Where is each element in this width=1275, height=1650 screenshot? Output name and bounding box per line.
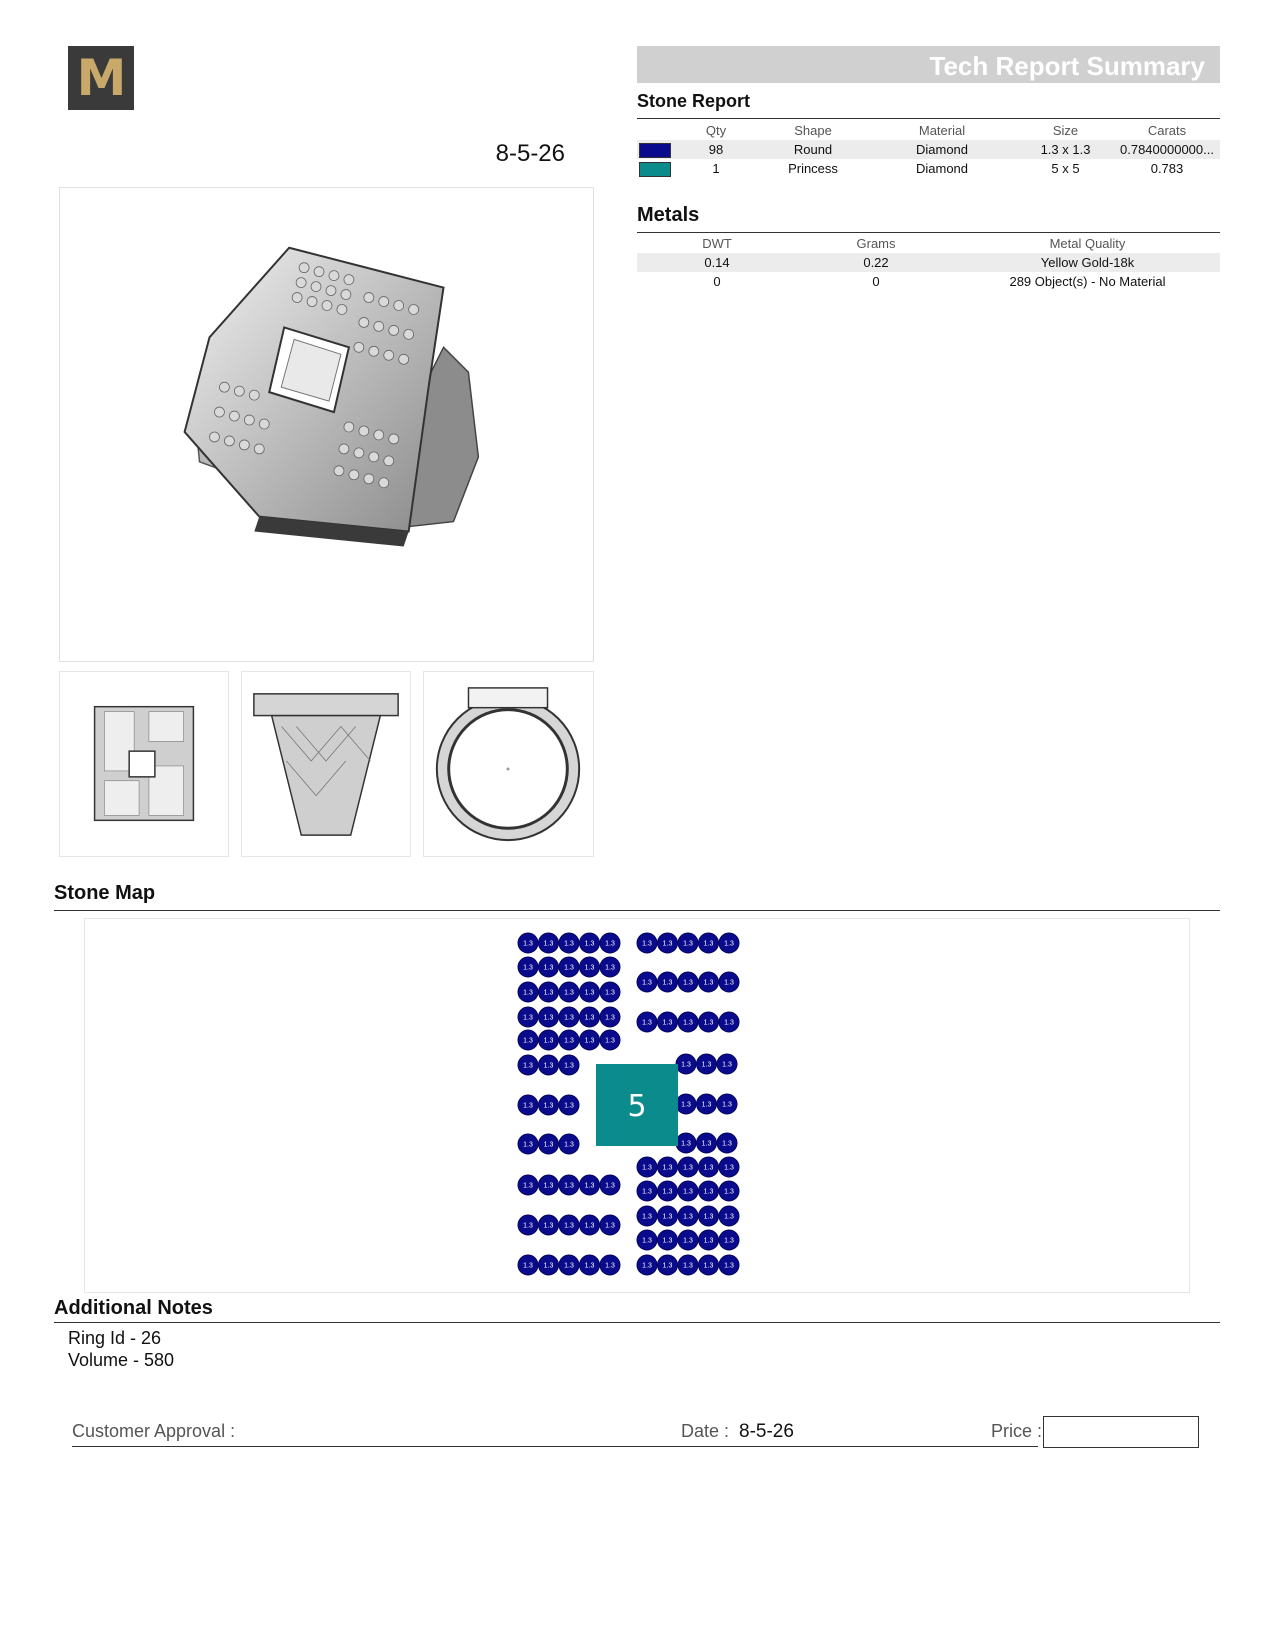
round-stone xyxy=(580,982,600,1002)
round-stone xyxy=(699,1012,719,1032)
round-stone-label: 1.3 xyxy=(584,1222,595,1230)
round-stone-label: 1.3 xyxy=(543,1182,554,1190)
center-stone-label: 5 xyxy=(627,1089,647,1124)
round-stone-label: 1.3 xyxy=(605,989,615,997)
round-stone xyxy=(678,972,698,992)
round-stone-label: 1.3 xyxy=(543,1062,554,1070)
round-stone-label: 1.3 xyxy=(642,1164,652,1172)
round-stone xyxy=(518,1030,538,1050)
round-stone-label: 1.3 xyxy=(523,1222,533,1230)
round-stone xyxy=(600,1215,620,1235)
note-line: Volume - 580 xyxy=(68,1350,175,1370)
round-stone xyxy=(518,1175,538,1195)
cell-size: 5 x 5 xyxy=(1051,161,1080,176)
round-stone xyxy=(559,982,579,1002)
round-stone-label: 1.3 xyxy=(564,1062,574,1070)
round-stone xyxy=(518,957,538,977)
design-code: 8-5-26 xyxy=(495,140,565,167)
round-stone-label: 1.3 xyxy=(724,1188,734,1196)
round-stone xyxy=(678,1181,698,1201)
note-line: Ring Id - 26 xyxy=(68,1328,162,1348)
round-stone-label: 1.3 xyxy=(681,1140,691,1148)
notes-heading: Additional Notes xyxy=(54,1297,213,1319)
round-stone xyxy=(559,1030,579,1050)
round-stone-label: 1.3 xyxy=(642,1262,652,1270)
round-stone-label: 1.3 xyxy=(523,989,533,997)
round-stone xyxy=(600,933,620,953)
round-stone xyxy=(717,1094,737,1114)
cell-carats: 0.783 xyxy=(1150,161,1184,176)
round-stone-label: 1.3 xyxy=(642,1019,652,1027)
round-stone-label: 1.3 xyxy=(543,1102,554,1110)
round-stone-label: 1.3 xyxy=(662,979,673,987)
col-metal-quality: Metal Quality xyxy=(1049,236,1126,251)
price-label: Price : xyxy=(991,1421,1043,1441)
round-stone-label: 1.3 xyxy=(662,1164,673,1172)
round-stone xyxy=(518,1055,538,1075)
round-stone-label: 1.3 xyxy=(564,1262,574,1270)
round-stone-label: 1.3 xyxy=(724,1213,734,1221)
round-stone-label: 1.3 xyxy=(724,1164,734,1172)
round-stone xyxy=(678,1230,698,1250)
round-stone-label: 1.3 xyxy=(662,1213,673,1221)
cell-qty: 1 xyxy=(712,161,720,176)
round-stone xyxy=(539,933,559,953)
round-stone xyxy=(559,1175,579,1195)
approval-date: 8-5-26 xyxy=(739,1421,794,1442)
round-stone xyxy=(699,1230,719,1250)
round-stone-label: 1.3 xyxy=(523,1062,533,1070)
round-stone-label: 1.3 xyxy=(584,1014,595,1022)
round-stone-label: 1.3 xyxy=(703,979,714,987)
round-stone xyxy=(658,1230,678,1250)
round-stone-label: 1.3 xyxy=(523,940,533,948)
round-stone-label: 1.3 xyxy=(683,1164,693,1172)
round-stone-label: 1.3 xyxy=(543,1014,554,1022)
round-stone-label: 1.3 xyxy=(662,940,673,948)
round-stone xyxy=(637,933,657,953)
round-stone-label: 1.3 xyxy=(523,1014,533,1022)
round-stone-label: 1.3 xyxy=(703,1262,714,1270)
round-stone xyxy=(559,957,579,977)
price-field[interactable] xyxy=(1043,1416,1199,1448)
round-stone xyxy=(559,1095,579,1115)
round-stone-label: 1.3 xyxy=(642,940,652,948)
round-stone-label: 1.3 xyxy=(523,1037,533,1045)
round-stone xyxy=(658,1157,678,1177)
round-stone xyxy=(600,1030,620,1050)
round-stone xyxy=(559,1255,579,1275)
round-stone-label: 1.3 xyxy=(683,1019,693,1027)
round-stone xyxy=(717,1133,737,1153)
round-stone xyxy=(678,1255,698,1275)
stone-report-rule xyxy=(637,118,1220,119)
round-stone-label: 1.3 xyxy=(724,1237,734,1245)
round-stone xyxy=(719,972,739,992)
round-stone-label: 1.3 xyxy=(564,1222,574,1230)
company-logo xyxy=(68,46,134,110)
round-stone xyxy=(539,1215,559,1235)
cell-carats: 0.7840000000... xyxy=(1114,140,1220,159)
round-stone-label: 1.3 xyxy=(701,1140,712,1148)
round-stone-label: 1.3 xyxy=(724,1262,734,1270)
round-stone-label: 1.3 xyxy=(724,1019,734,1027)
round-stone xyxy=(658,1206,678,1226)
round-stone xyxy=(600,982,620,1002)
round-stone xyxy=(676,1054,696,1074)
round-stone xyxy=(637,972,657,992)
round-stone xyxy=(719,1181,739,1201)
round-stone-label: 1.3 xyxy=(683,979,693,987)
round-stone-label: 1.3 xyxy=(523,1182,533,1190)
col-qty: Qty xyxy=(705,123,727,138)
table-row xyxy=(637,272,1220,291)
cell-size: 1.3 x 1.3 xyxy=(1017,140,1114,159)
notes-body xyxy=(68,1327,174,1371)
stone-map-diagram xyxy=(85,919,1191,1294)
round-stone xyxy=(580,1030,600,1050)
metals-heading: Metals xyxy=(637,204,700,226)
stone-map xyxy=(84,918,1190,1293)
round-stone xyxy=(559,933,579,953)
round-stone-label: 1.3 xyxy=(722,1140,732,1148)
stone-color-swatch xyxy=(639,143,671,158)
report-title: Tech Report Summary xyxy=(929,51,1205,81)
stone-report-heading: Stone Report xyxy=(637,91,751,111)
round-stone-label: 1.3 xyxy=(605,1014,615,1022)
round-stone xyxy=(600,1255,620,1275)
round-stone-label: 1.3 xyxy=(605,940,615,948)
round-stone-label: 1.3 xyxy=(523,1262,533,1270)
round-stone xyxy=(559,1055,579,1075)
top-view-thumbnail xyxy=(59,671,229,857)
round-stone-label: 1.3 xyxy=(703,1237,714,1245)
round-stone xyxy=(518,1095,538,1115)
metals-table xyxy=(637,234,1220,291)
round-stone-label: 1.3 xyxy=(722,1101,732,1109)
round-stone xyxy=(518,1134,538,1154)
round-stone xyxy=(699,1157,719,1177)
cell-quality: Yellow Gold-18k xyxy=(955,253,1220,272)
round-stone-label: 1.3 xyxy=(683,1237,693,1245)
round-stone xyxy=(678,933,698,953)
round-stone-label: 1.3 xyxy=(681,1061,691,1069)
round-stone-label: 1.3 xyxy=(523,1102,533,1110)
round-stone-label: 1.3 xyxy=(605,1222,615,1230)
cell-material: Diamond xyxy=(867,140,1017,159)
front-view-thumbnail xyxy=(423,671,594,857)
round-stone-label: 1.3 xyxy=(543,1141,554,1149)
round-stone-label: 1.3 xyxy=(681,1101,691,1109)
round-stone-label: 1.3 xyxy=(703,1213,714,1221)
round-stone-label: 1.3 xyxy=(683,1262,693,1270)
table-row xyxy=(637,159,1220,178)
round-stone xyxy=(699,1181,719,1201)
cell-grams: 0 xyxy=(872,274,880,289)
round-stone xyxy=(580,1175,600,1195)
approval-signature-line xyxy=(72,1446,1038,1447)
round-stone xyxy=(539,1095,559,1115)
round-stone xyxy=(539,1255,559,1275)
round-stone xyxy=(719,1012,739,1032)
ring-perspective-image xyxy=(60,188,593,661)
round-stone xyxy=(658,1012,678,1032)
round-stone-label: 1.3 xyxy=(642,1188,652,1196)
round-stone-label: 1.3 xyxy=(605,1182,615,1190)
round-stone xyxy=(539,982,559,1002)
round-stone-label: 1.3 xyxy=(722,1061,732,1069)
round-stone xyxy=(719,1255,739,1275)
cell-shape: Round xyxy=(759,140,867,159)
cell-quality: 289 Object(s) - No Material xyxy=(1009,274,1166,289)
round-stone xyxy=(539,1134,559,1154)
round-stone-label: 1.3 xyxy=(543,940,554,948)
round-stone xyxy=(676,1094,696,1114)
round-stone-label: 1.3 xyxy=(584,964,595,972)
round-stone xyxy=(719,933,739,953)
round-stone xyxy=(676,1133,696,1153)
round-stone xyxy=(600,1007,620,1027)
round-stone-label: 1.3 xyxy=(662,1019,673,1027)
round-stone-label: 1.3 xyxy=(523,1141,533,1149)
center-princess-stone xyxy=(596,1064,678,1146)
round-stone xyxy=(658,972,678,992)
round-stone xyxy=(717,1054,737,1074)
round-stone xyxy=(658,1255,678,1275)
col-size: Size xyxy=(1052,123,1079,138)
round-stone xyxy=(719,1230,739,1250)
col-carats: Carats xyxy=(1147,123,1187,138)
round-stone xyxy=(518,1255,538,1275)
round-stone-label: 1.3 xyxy=(605,1262,615,1270)
round-stone xyxy=(580,957,600,977)
cell-shape: Princess xyxy=(788,161,838,176)
round-stone xyxy=(539,1175,559,1195)
round-stone xyxy=(559,1007,579,1027)
stone-map-heading: Stone Map xyxy=(54,882,156,904)
round-stone-label: 1.3 xyxy=(662,1262,673,1270)
round-stone xyxy=(539,1030,559,1050)
round-stone xyxy=(637,1206,657,1226)
round-stone-label: 1.3 xyxy=(543,1262,554,1270)
round-stone xyxy=(637,1255,657,1275)
round-stone xyxy=(600,1175,620,1195)
round-stone xyxy=(580,933,600,953)
round-stone xyxy=(559,1134,579,1154)
col-grams: Grams xyxy=(856,236,896,251)
round-stone xyxy=(699,1206,719,1226)
round-stone-label: 1.3 xyxy=(564,1141,574,1149)
round-stone xyxy=(699,933,719,953)
notes-rule xyxy=(54,1322,1220,1323)
round-stone-label: 1.3 xyxy=(584,940,595,948)
round-stone xyxy=(580,1007,600,1027)
round-stone-label: 1.3 xyxy=(564,989,574,997)
round-stone-label: 1.3 xyxy=(703,940,714,948)
main-ring-render xyxy=(59,187,594,662)
round-stone xyxy=(559,1215,579,1235)
round-stone-label: 1.3 xyxy=(703,1188,714,1196)
col-shape: Shape xyxy=(794,123,832,138)
stone-map-rule xyxy=(54,910,1220,911)
round-stone xyxy=(678,1012,698,1032)
round-stone xyxy=(719,1206,739,1226)
table-row xyxy=(637,140,1220,159)
round-stone-label: 1.3 xyxy=(642,979,652,987)
cell-dwt: 0 xyxy=(713,274,721,289)
report-title-bar xyxy=(637,46,1220,83)
round-stone xyxy=(699,972,719,992)
round-stone xyxy=(539,1007,559,1027)
round-stone xyxy=(518,982,538,1002)
round-stone-label: 1.3 xyxy=(683,1188,693,1196)
round-stone xyxy=(539,957,559,977)
round-stone-label: 1.3 xyxy=(564,1014,574,1022)
side-view-thumbnail xyxy=(241,671,411,857)
round-stone-label: 1.3 xyxy=(724,979,734,987)
round-stone-label: 1.3 xyxy=(584,989,595,997)
round-stone xyxy=(600,957,620,977)
round-stone-label: 1.3 xyxy=(703,1019,714,1027)
round-stone-label: 1.3 xyxy=(724,940,734,948)
round-stone-label: 1.3 xyxy=(543,1222,554,1230)
round-stone xyxy=(658,933,678,953)
metals-rule xyxy=(637,232,1220,233)
round-stone-label: 1.3 xyxy=(564,1037,574,1045)
cell-grams: 0.22 xyxy=(797,253,955,272)
round-stone xyxy=(580,1255,600,1275)
round-stone-label: 1.3 xyxy=(701,1061,712,1069)
round-stone xyxy=(637,1012,657,1032)
table-row xyxy=(637,253,1220,272)
round-stone-label: 1.3 xyxy=(703,1164,714,1172)
col-dwt: DWT xyxy=(702,236,732,251)
round-stone-label: 1.3 xyxy=(543,989,554,997)
stone-report-table xyxy=(637,121,1220,178)
round-stone xyxy=(518,1215,538,1235)
round-stone-label: 1.3 xyxy=(584,1182,595,1190)
cell-material: Diamond xyxy=(915,161,969,176)
round-stone-label: 1.3 xyxy=(543,1037,554,1045)
round-stone-label: 1.3 xyxy=(662,1188,673,1196)
round-stone-label: 1.3 xyxy=(683,1213,693,1221)
round-stone-label: 1.3 xyxy=(642,1237,652,1245)
round-stone-label: 1.3 xyxy=(683,940,693,948)
round-stone xyxy=(697,1133,717,1153)
round-stone xyxy=(658,1181,678,1201)
cell-qty: 98 xyxy=(673,140,759,159)
round-stone-label: 1.3 xyxy=(605,1037,615,1045)
stone-color-swatch xyxy=(639,162,671,177)
round-stone xyxy=(697,1094,717,1114)
round-stone-label: 1.3 xyxy=(543,964,554,972)
round-stone xyxy=(637,1230,657,1250)
round-stone xyxy=(719,1157,739,1177)
round-stone xyxy=(678,1157,698,1177)
round-stone xyxy=(518,933,538,953)
round-stone-label: 1.3 xyxy=(564,964,574,972)
round-stone xyxy=(580,1215,600,1235)
round-stone xyxy=(637,1157,657,1177)
round-stone-label: 1.3 xyxy=(564,940,574,948)
round-stone xyxy=(518,1007,538,1027)
round-stone-label: 1.3 xyxy=(662,1237,673,1245)
cell-dwt: 0.14 xyxy=(637,253,797,272)
customer-approval-label: Customer Approval : xyxy=(72,1421,236,1441)
round-stone-label: 1.3 xyxy=(584,1262,595,1270)
round-stone xyxy=(697,1054,717,1074)
round-stone-label: 1.3 xyxy=(523,964,533,972)
round-stone-label: 1.3 xyxy=(701,1101,712,1109)
round-stone-label: 1.3 xyxy=(605,964,615,972)
round-stone xyxy=(699,1255,719,1275)
round-stone xyxy=(539,1055,559,1075)
round-stone-label: 1.3 xyxy=(564,1102,574,1110)
round-stone-label: 1.3 xyxy=(584,1037,595,1045)
round-stone xyxy=(678,1206,698,1226)
round-stone-label: 1.3 xyxy=(564,1182,574,1190)
date-label: Date : xyxy=(681,1421,730,1441)
round-stone-label: 1.3 xyxy=(642,1213,652,1221)
round-stone xyxy=(637,1181,657,1201)
logo-letter: M xyxy=(76,49,126,107)
col-material: Material xyxy=(918,123,966,138)
